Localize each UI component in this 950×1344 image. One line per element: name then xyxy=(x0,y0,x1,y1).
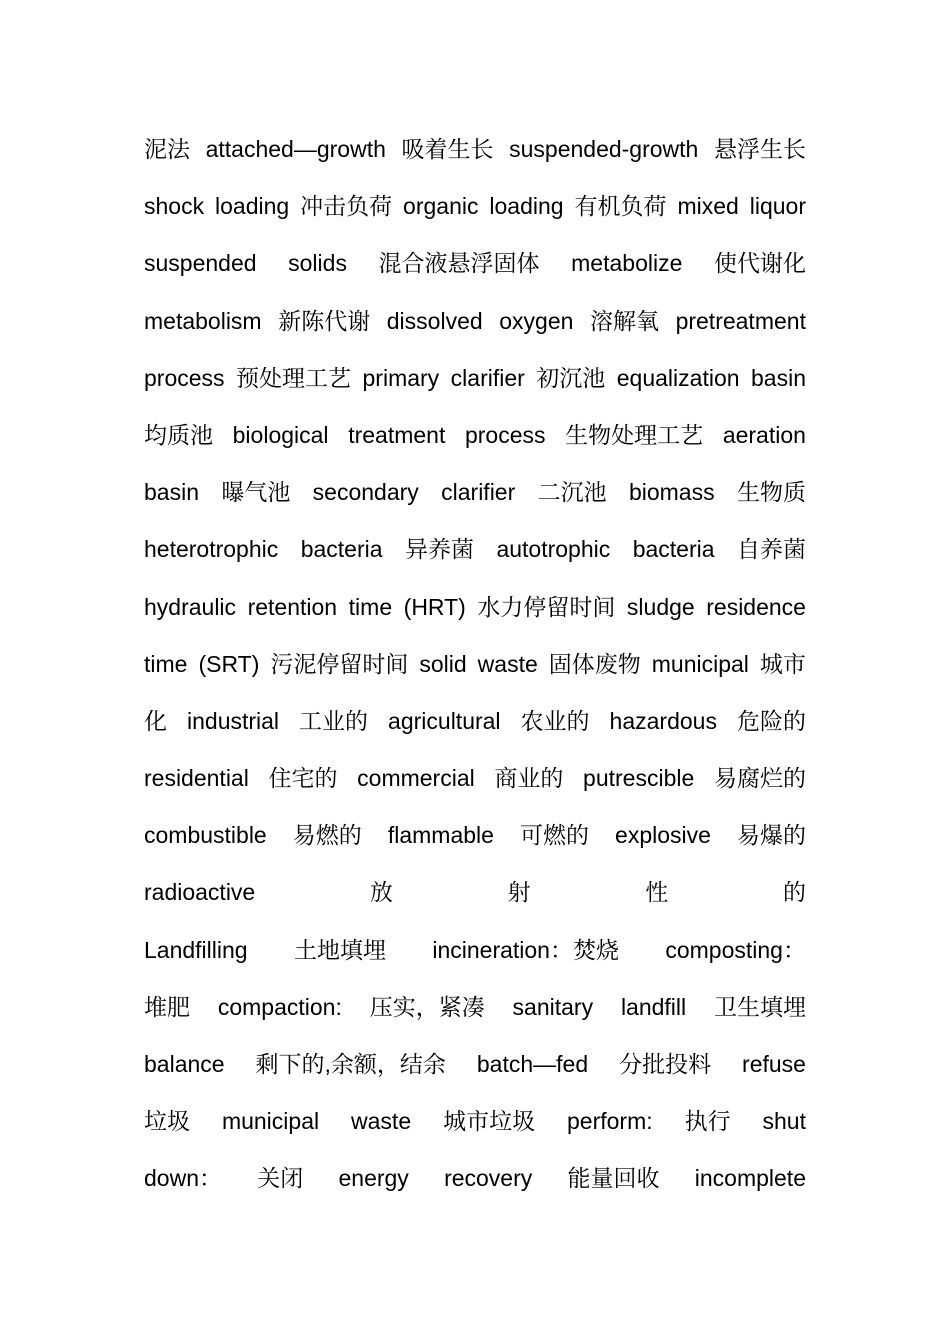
text-token: 水力停留时间 xyxy=(477,593,616,620)
text-token: 执行 xyxy=(684,1108,731,1135)
text-token: mixed xyxy=(677,193,739,220)
text-token: oxygen xyxy=(499,307,574,334)
text-token: 卫生填埋 xyxy=(714,993,806,1020)
text-token: loading xyxy=(215,193,290,220)
text-token: attached—growth xyxy=(205,136,386,162)
body-text xyxy=(144,127,806,1214)
text-token: time xyxy=(348,593,393,620)
text-line xyxy=(144,527,806,584)
text-token: metabolism xyxy=(144,307,262,334)
text-token: secondary xyxy=(312,479,419,506)
text-token: recovery xyxy=(444,1165,533,1192)
text-token: energy xyxy=(338,1165,409,1192)
text-line xyxy=(144,585,806,642)
text-token: 能量回收 xyxy=(567,1165,660,1192)
text-line xyxy=(144,184,806,241)
text-line xyxy=(144,413,806,470)
text-token: treatment xyxy=(348,421,446,448)
text-token: biomass xyxy=(628,479,715,506)
text-token: equalization xyxy=(616,364,740,391)
text-token: 曝气池 xyxy=(221,479,291,506)
text-token: 冲击负荷 xyxy=(300,193,393,220)
text-token: process xyxy=(464,421,546,448)
text-token: 的 xyxy=(782,879,806,906)
text-token: 土地填埋 xyxy=(293,936,386,963)
text-token: sludge xyxy=(626,593,695,620)
text-token: liquor xyxy=(749,193,806,220)
text-token: 化 xyxy=(144,707,167,734)
text-token: commercial xyxy=(357,765,475,792)
text-token: heterotrophic xyxy=(144,536,279,563)
text-token: autotrophic xyxy=(496,536,611,563)
text-token: 泥法 xyxy=(144,136,190,162)
text-token: 使代谢化 xyxy=(713,250,806,277)
text-token: 混合液悬浮固体 xyxy=(378,250,540,277)
text-token: clarifier xyxy=(450,364,525,391)
text-token: basin xyxy=(144,479,199,506)
text-token: composting： xyxy=(665,936,806,963)
text-token: loading xyxy=(489,193,564,220)
text-token: 生物处理工艺 xyxy=(565,421,704,448)
text-token: 悬浮生长 xyxy=(713,136,806,162)
text-token: residence xyxy=(706,593,806,620)
text-line xyxy=(144,241,806,298)
text-line xyxy=(144,127,806,184)
text-token: shut xyxy=(762,1108,806,1135)
text-token: (HRT) xyxy=(403,593,466,620)
text-token: sanitary xyxy=(512,993,594,1020)
text-token: municipal xyxy=(651,650,749,677)
text-line xyxy=(144,1042,806,1099)
text-token: 性 xyxy=(645,879,669,906)
text-token: perform: xyxy=(567,1108,653,1135)
text-line xyxy=(144,1099,806,1156)
text-token: basin xyxy=(751,364,806,391)
text-token: retention xyxy=(247,593,338,620)
text-token: refuse xyxy=(742,1051,806,1077)
text-token: 住宅的 xyxy=(268,765,338,792)
text-line xyxy=(144,813,806,870)
text-token: 农业的 xyxy=(520,707,590,734)
text-line xyxy=(144,928,806,985)
text-token: 易腐烂的 xyxy=(713,765,806,792)
text-token: 初沉池 xyxy=(536,364,606,391)
text-token: bacteria xyxy=(632,536,715,563)
text-token: 异养菌 xyxy=(404,536,474,563)
text-line xyxy=(144,470,806,527)
text-line xyxy=(144,356,806,413)
text-token: waste xyxy=(351,1108,412,1135)
text-token: 新陈代谢 xyxy=(278,307,371,334)
text-token: 自养菌 xyxy=(736,536,806,563)
text-token: 放 xyxy=(369,879,393,906)
text-line xyxy=(144,642,806,699)
text-token: hazardous xyxy=(609,707,717,734)
text-token: incineration：焚烧 xyxy=(432,936,619,963)
text-token: hydraulic xyxy=(144,593,237,620)
text-token: residential xyxy=(144,765,249,792)
text-token: agricultural xyxy=(388,707,501,734)
text-token: 城市 xyxy=(759,650,806,677)
text-token: incomplete xyxy=(694,1165,806,1192)
text-token: 城市垃圾 xyxy=(443,1108,536,1135)
text-token: 垃圾 xyxy=(144,1108,190,1135)
text-token: pretreatment xyxy=(675,307,806,334)
text-token: flammable xyxy=(387,822,494,849)
text-token: combustible xyxy=(144,822,267,849)
text-token: suspended-growth xyxy=(509,136,699,162)
text-token: shock xyxy=(144,193,205,220)
text-token: clarifier xyxy=(441,479,516,506)
text-line xyxy=(144,299,806,356)
text-token: 可燃的 xyxy=(519,822,589,849)
text-token: 生物质 xyxy=(736,479,806,506)
text-token: time xyxy=(144,650,188,677)
text-token: solids xyxy=(288,250,347,277)
text-token: compaction: xyxy=(217,993,342,1020)
text-token: 关闭 xyxy=(257,1165,304,1192)
text-token: 固体废物 xyxy=(548,650,641,677)
text-token: aeration xyxy=(722,421,806,448)
text-token: municipal xyxy=(221,1108,320,1135)
text-token: 射 xyxy=(507,879,531,906)
text-token: 预处理工艺 xyxy=(236,364,352,391)
text-token: 堆肥 xyxy=(144,993,190,1020)
text-token: process xyxy=(144,364,225,391)
text-token: bacteria xyxy=(300,536,383,563)
text-token: radioactive xyxy=(144,879,256,906)
text-token: suspended xyxy=(144,250,257,277)
text-line xyxy=(144,756,806,813)
text-token: 剩下的,余额，结余 xyxy=(255,1051,446,1077)
text-token: 污泥停留时间 xyxy=(270,650,409,677)
text-token: metabolize xyxy=(571,250,683,277)
text-line xyxy=(144,1156,806,1213)
text-token: 易燃的 xyxy=(292,822,362,849)
text-token: 压实，紧凑 xyxy=(369,993,485,1020)
text-token: 商业的 xyxy=(494,765,564,792)
text-token: 易爆的 xyxy=(736,822,806,849)
text-token: 吸着生长 xyxy=(401,136,494,162)
text-token: putrescible xyxy=(583,765,695,792)
text-token: landfill xyxy=(620,993,687,1020)
text-token: 二沉池 xyxy=(537,479,607,506)
text-token: 分批投料 xyxy=(619,1051,712,1077)
text-token: batch—fed xyxy=(476,1051,589,1077)
text-token: 危险的 xyxy=(736,707,806,734)
text-token: waste xyxy=(477,650,538,677)
text-token: (SRT) xyxy=(198,650,260,677)
text-token: 工业的 xyxy=(299,707,369,734)
text-token: solid xyxy=(419,650,467,677)
text-token: balance xyxy=(144,1051,225,1077)
text-token: organic xyxy=(403,193,479,220)
text-token: Landfilling xyxy=(144,936,248,963)
text-token: biological xyxy=(232,421,329,448)
text-token: primary xyxy=(362,364,440,391)
text-token: down： xyxy=(144,1165,222,1192)
text-token: industrial xyxy=(187,707,280,734)
text-line xyxy=(144,870,806,927)
text-token: 有机负荷 xyxy=(574,193,667,220)
text-token: 溶解氧 xyxy=(589,307,659,334)
text-token: dissolved xyxy=(386,307,483,334)
text-line xyxy=(144,985,806,1042)
text-token: 均质池 xyxy=(144,421,213,448)
text-token: explosive xyxy=(615,822,711,849)
text-line xyxy=(144,699,806,756)
